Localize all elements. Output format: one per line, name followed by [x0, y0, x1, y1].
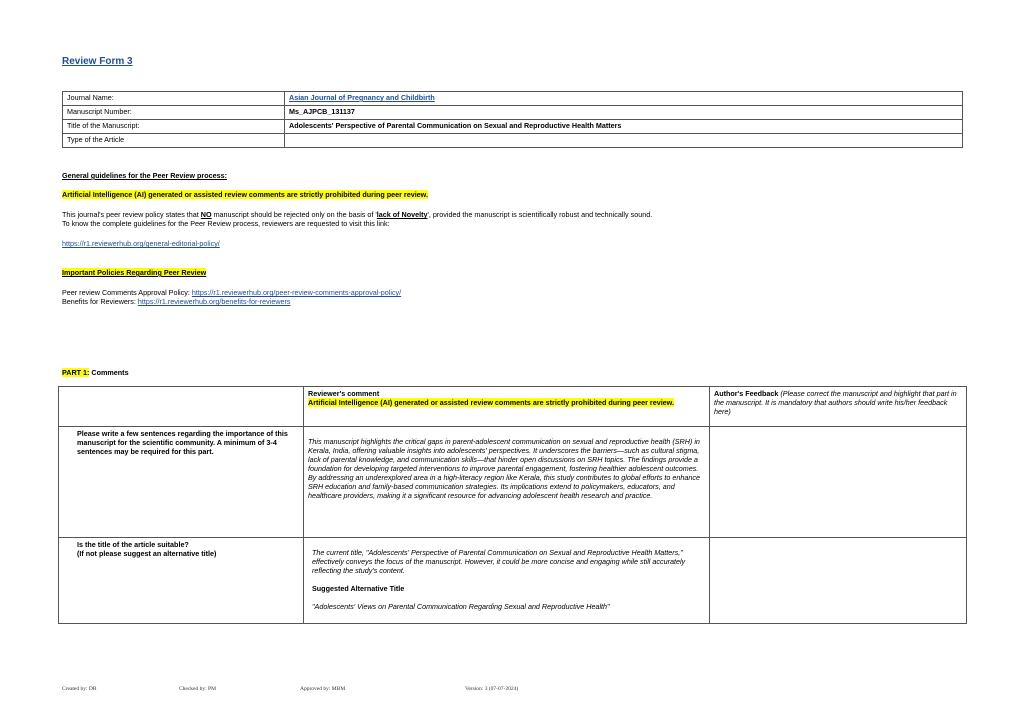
ai-warning [62, 190, 428, 199]
suggested-title-heading: Suggested Alternative Title [312, 584, 405, 593]
info-label: Journal Name: [63, 92, 285, 106]
important-policies-heading-text: Important Policies Regarding Peer Review [62, 268, 207, 277]
info-value-title: Adolescents' Perspective of Parental Communication on Sexual and Reproductive Health Matters [285, 120, 963, 134]
ai-warning-text: Artificial Intelligence (AI) generated or assisted review comments are strictly prohibited during peer review. [62, 190, 429, 199]
header-ai-warning: Artificial Intelligence (AI) generated or assisted review comments are strictly prohibited during peer review. [308, 398, 675, 407]
policy-novelty: lack of Novelty [376, 210, 428, 219]
info-row-manuscript-number [63, 106, 963, 120]
info-row-type [63, 134, 963, 148]
question-title-line1: Is the title of the article suitable? [77, 540, 189, 549]
benefits-link[interactable]: https://r1.reviewerhub.org/benefits-for-reviewers [137, 297, 291, 306]
comment-importance: This manuscript highlights the critical gaps in parent-adolescent communication on sexual and reproductive health (SRH) in Kerala, India, offering valuable insights into adolescents' perspectives. It underscores the barriers—such as cultural stigma, lack of parental knowledge, and communication skills—that hinder open discussions on SRH topics. The findings provide a foundation for developing targeted interventions to improve parental engagement, fostering healthier adolescent outcomes. By addressing an underexplored area in a high-literacy region like Kerala, this study contributes to global efforts to enhance SRH education and family-based communication strategies. Its implications extend to policymakers, educators, and healthcare providers, making it a significant resource for advancing adolescent health research and practice. [304, 427, 710, 538]
part1-title: Comments [89, 368, 129, 377]
policy-paragraph [62, 210, 652, 228]
policy-links [62, 288, 401, 306]
author-feedback-header: Author's Feedback [714, 389, 779, 398]
header-author-cell [710, 387, 967, 427]
info-value-manuscript-number: Ms_AJPCB_131137 [285, 106, 963, 120]
footer-checked: Checked by: PM [179, 686, 216, 692]
part1-label: PART 1: [62, 368, 90, 377]
question-title [59, 538, 304, 624]
footer-created: Created by: DR [62, 686, 97, 692]
approval-policy-label: Peer review Comments Approval Policy: [62, 288, 192, 297]
journal-link[interactable]: Asian Journal of Pregnancy and Childbirth [289, 93, 435, 102]
author-feedback-note: (Please correct the manuscript and highlight that part in the manuscript. It is mandatory that authors should write his/her feedback here) [714, 389, 957, 416]
guidelines-heading: General guidelines for the Peer Review process: [62, 171, 227, 180]
footer-version: Version: 3 (07-07-2024) [465, 686, 519, 692]
reviewer-comment-header: Reviewer's comment [308, 389, 380, 398]
header-reviewer-cell [304, 387, 710, 427]
approval-policy-link[interactable]: https://r1.reviewerhub.org/peer-review-comments-approval-policy/ [191, 288, 402, 297]
info-label: Type of the Article [63, 134, 285, 148]
form-title: Review Form 3 [62, 56, 133, 67]
info-row-title [63, 120, 963, 134]
comments-header-row [59, 387, 967, 427]
info-row-journal [63, 92, 963, 106]
policy-text: To know the complete guidelines for the Peer Review process, reviewers are requested to visit this link: [62, 219, 390, 228]
feedback-importance-cell[interactable] [710, 427, 967, 538]
header-empty-cell [59, 387, 304, 427]
comment-title: The current title, "Adolescents' Perspective of Parental Communication on Sexual and Reproductive Health Matters," effectively conveys the focus of the manuscript. However, it could be more concise and engaging while still accurately reflecting the study's content. [312, 548, 686, 575]
info-value-journal [285, 92, 963, 106]
question-importance: Please write a few sentences regarding the importance of this manuscript for the scientific community. A minimum of 3-4 sentences may be required for this part. [59, 427, 304, 538]
comments-table [58, 386, 967, 624]
policy-text: manuscript should be rejected only on the basis of ' [211, 210, 377, 219]
comment-row-title [59, 538, 967, 624]
info-value-type [285, 134, 963, 148]
suggested-title: "Adolescents' Views on Parental Communication Regarding Sexual and Reproductive Health" [312, 602, 610, 611]
comment-row-importance [59, 427, 967, 538]
info-label: Manuscript Number: [63, 106, 285, 120]
editorial-policy-line [62, 239, 220, 248]
manuscript-info-table [62, 91, 963, 148]
policy-text: ', provided the manuscript is scientifically robust and technically sound. [427, 210, 653, 219]
footer-approved: Approved by: MBM [300, 686, 346, 692]
benefits-label: Benefits for Reviewers: [62, 297, 138, 306]
question-title-line2: (If not please suggest an alternative title) [77, 549, 217, 558]
policy-text: This journal's peer review policy states that [62, 210, 201, 219]
important-policies-heading [62, 268, 206, 277]
policy-no: NO [200, 210, 212, 219]
comment-title-cell [304, 538, 710, 624]
feedback-title-cell[interactable] [710, 538, 967, 624]
editorial-policy-link[interactable]: https://r1.reviewerhub.org/general-editorial-policy/ [62, 239, 220, 248]
part1-heading [62, 368, 129, 377]
info-label: Title of the Manuscript: [63, 120, 285, 134]
